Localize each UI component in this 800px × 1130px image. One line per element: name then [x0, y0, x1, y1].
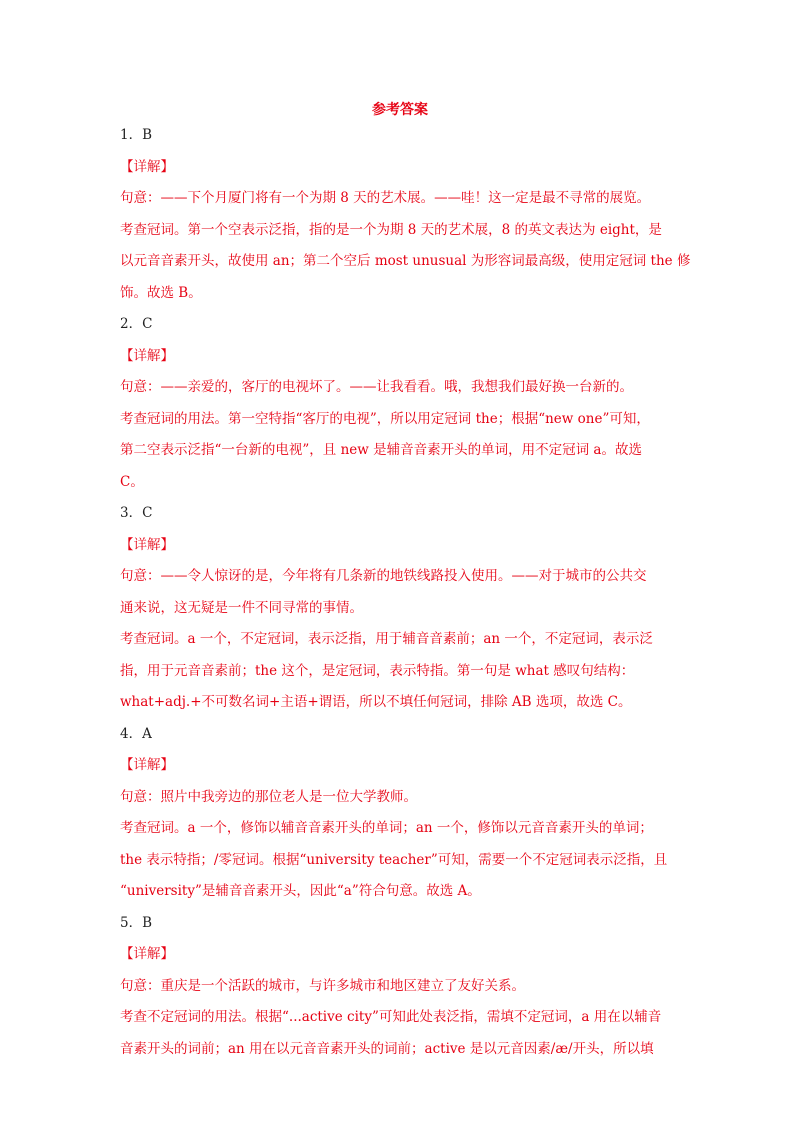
text-line: 第二空表示泛指“一台新的电视”，且 new 是辅音音素开头的单词，用不定冠词 a。故选	[120, 442, 642, 458]
text-line: what+adj.+不可数名词+主语+谓语，所以不填任何冠词，排除 AB 选项，故选 C。	[120, 694, 632, 710]
question-number: 5．B	[120, 914, 153, 931]
text-line: 考查不定冠词的用法。根据“...active city”可知此处表泛指，需填不定冠词，a 用在以辅音	[120, 1009, 662, 1025]
explanation-label: 【详解】	[120, 757, 174, 773]
explanation-label: 【详解】	[120, 946, 174, 962]
text-line: C。	[120, 473, 144, 490]
explanation-label: 【详解】	[120, 158, 174, 175]
text-line: 音素开头的词前；an 用在以元音音素开头的词前；active 是以元音因素/æ/开头，所以填	[120, 1040, 654, 1057]
text-line: 句意：——下个月厦门将有一个为期 8 天的艺术展。——哇！这一定是最不寻常的展览。	[120, 190, 651, 206]
question-number: 1．B	[120, 127, 153, 143]
text-line: 考查冠词的用法。第一空特指“客厅的电视”，所以用定冠词 the；根据“new one”可知，	[120, 410, 650, 427]
page-title: 参考答案	[372, 102, 428, 118]
text-line: 句意：——令人惊讶的是，今年将有几条新的地铁线路投入使用。——对于城市的公共交	[120, 568, 647, 584]
question-number: 4．A	[120, 725, 152, 742]
text-line: 饰。故选 B。	[120, 284, 202, 301]
text-line: 考查冠词。第一个空表示泛指，指的是一个为期 8 天的艺术展，8 的英文表达为 eight，是	[120, 221, 662, 238]
text-line: 指，用于元音音素前；the 这个，是定冠词，表示特指。第一句是 what 感叹句结构：	[120, 662, 635, 679]
text-line: 考查冠词。a 一个，不定冠词，表示泛指，用于辅音音素前；an 一个，不定冠词，表示泛	[120, 631, 653, 647]
text-line: “university”是辅音音素开头，因此“a”符合句意。故选 A。	[120, 883, 481, 899]
text-line: 以元音音素开头，故使用 an；第二个空后 most unusual 为形容词最高级，使用定冠词 the 修	[120, 253, 691, 269]
question-number: 2．C	[120, 316, 153, 332]
explanation-label: 【详解】	[120, 536, 174, 553]
explanation-label: 【详解】	[120, 347, 174, 364]
text-line: 句意：照片中我旁边的那位老人是一位大学教师。	[120, 788, 417, 805]
text-line: the 表示特指；/零冠词。根据“university teacher”可知，需要一个不定冠词表示泛指，且	[120, 851, 668, 868]
text-line: 通来说，这无疑是一件不同寻常的事情。	[120, 599, 363, 616]
text-line: 考查冠词。a 一个，修饰以辅音音素开头的单词；an 一个，修饰以元音音素开头的单词；	[120, 820, 653, 836]
question-number: 3．C	[120, 505, 153, 521]
text-line: 句意：——亲爱的，客厅的电视坏了。——让我看看。哦，我想我们最好换一台新的。	[120, 379, 633, 395]
text-line: 句意：重庆是一个活跃的城市，与许多城市和地区建立了友好关系。	[120, 977, 525, 994]
answer-content	[120, 120, 691, 1065]
